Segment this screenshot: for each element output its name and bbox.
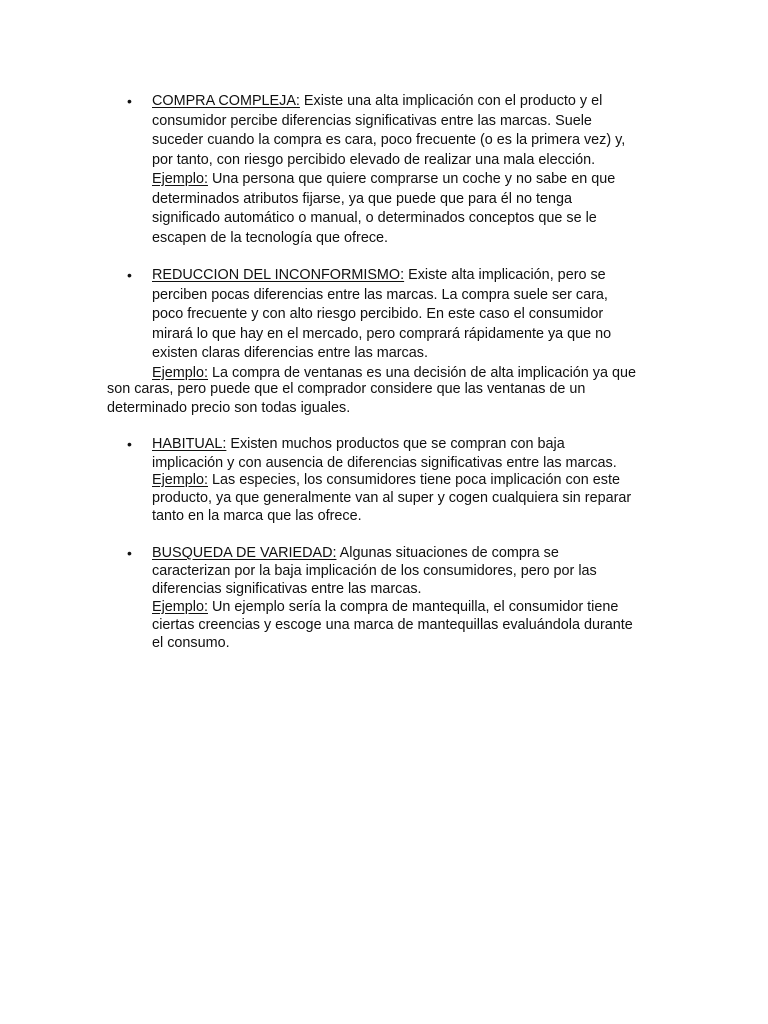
item-line (152, 435, 565, 455)
bullet: • (127, 436, 132, 452)
item-line (152, 266, 606, 286)
item-text: poco frecuente y con alto riesgo percibido. En este caso el consumidor (152, 306, 604, 322)
item-term: HABITUAL: (152, 436, 227, 452)
item-term: BUSQUEDA DE VARIEDAD: (152, 545, 337, 561)
item-text: Existen muchos productos que se compran con baja (226, 436, 565, 452)
item-text: suceder cuando la compra es cara, poco frecuente (o es la primera vez) y, (152, 132, 626, 148)
item-text: consumidor percibe diferencias significativas entre las marcas. Suele (152, 112, 592, 129)
item-text: implicación y con ausencia de diferencias significativas entre las marcas. (152, 454, 617, 471)
example-line (152, 598, 618, 618)
item-text: caracterizan por la baja implicación de los consumidores, pero por las (152, 563, 597, 579)
example-text: determinados atributos fijarse, ya que puede que para él no tenga (152, 190, 573, 207)
item-text: existen claras diferencias entre las marcas. (152, 345, 428, 361)
example-text: producto, ya que generalmente van al super y cogen cualquiera sin reparar (152, 490, 632, 506)
item-text: diferencias significativas entre las marcas. (152, 581, 422, 597)
example-label: Ejemplo: (152, 472, 208, 488)
item-text: por tanto, con riesgo percibido elevado de realizar una mala elección. (152, 151, 596, 168)
example-text: Un ejemplo sería la compra de mantequilla, el consumidor tiene (208, 599, 619, 615)
example-text: tanto en la marca que las ofrece. (152, 508, 362, 524)
bullet: • (127, 93, 132, 109)
bullet: • (127, 267, 132, 283)
item-line (152, 92, 602, 112)
example-label: Ejemplo: (152, 171, 208, 187)
item-line (152, 544, 559, 564)
item-text: Existe alta implicación, pero se (404, 267, 606, 283)
bullet: • (127, 545, 132, 561)
item-term: REDUCCION DEL INCONFORMISMO: (152, 267, 405, 283)
example-line (152, 471, 620, 491)
example-text: Una persona que quiere comprarse un coche y no sabe en que (208, 171, 616, 187)
item-term: COMPRA COMPLEJA: (152, 93, 300, 109)
example-text: escapen de la tecnología que ofrece. (152, 229, 389, 246)
example-label: Ejemplo: (152, 599, 208, 615)
item-text: mirará lo que hay en el mercado, pero comprará rápidamente ya que no (152, 325, 612, 342)
item-text: perciben pocas diferencias entre las marcas. La compra suele ser cara, (152, 286, 608, 303)
example-text: significado automático o manual, o determinados conceptos que se le (152, 210, 597, 226)
item-text: Existe una alta implicación con el producto y el (299, 93, 603, 109)
example-line (152, 170, 615, 190)
example-text: La compra de ventanas es una decisión de alta implicación ya que (208, 364, 636, 381)
item-text: Algunas situaciones de compra se (336, 545, 559, 561)
example-text: determinado precio son todas iguales. (107, 400, 351, 416)
example-text: el consumo. (152, 635, 230, 651)
example-text: ciertas creencias y escoge una marca de mantequillas evaluándola durante (152, 617, 633, 633)
example-label: Ejemplo: (152, 364, 208, 381)
example-text: Las especies, los consumidores tiene poca implicación con este (208, 472, 620, 488)
example-text: son caras, pero puede que el comprador considere que las ventanas de un (107, 381, 586, 397)
